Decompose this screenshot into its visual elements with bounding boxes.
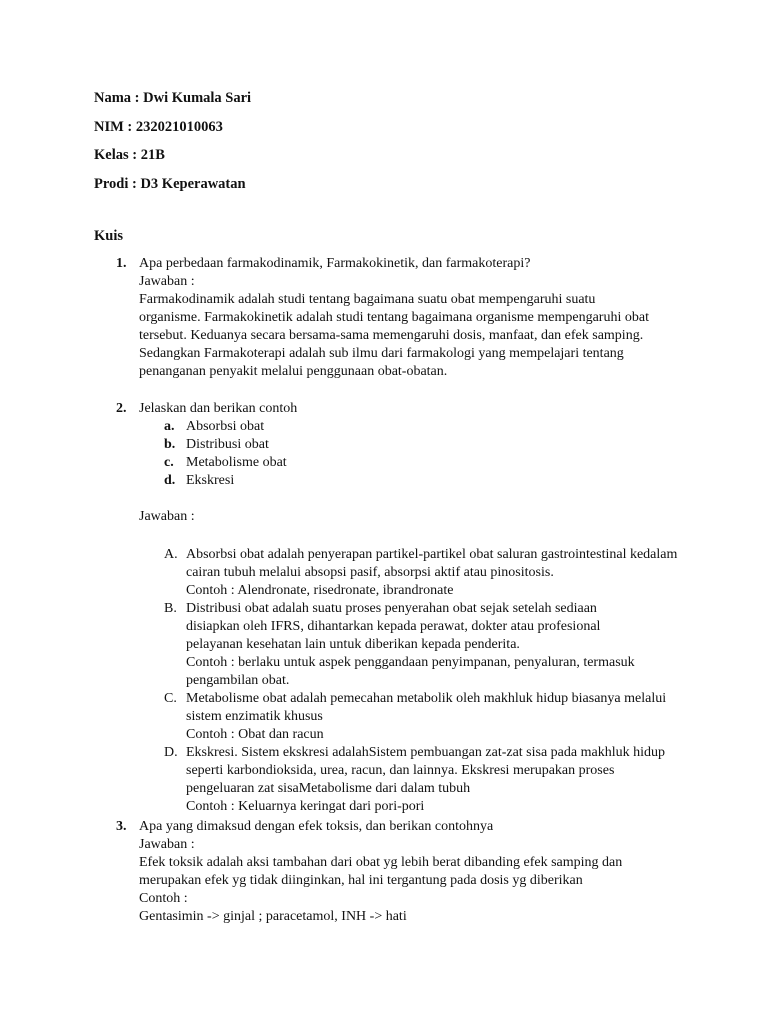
list-item-text: Metabolisme obat (186, 455, 287, 470)
answer-item-c (164, 690, 681, 744)
question-number: 1. (116, 256, 127, 271)
list-item (164, 418, 686, 436)
list-item-text: Ekskresi (186, 473, 235, 488)
answer-paragraph: Efek toksik adalah aksi tambahan dari obat yg lebih berat dibanding efek samping dan merupakan efek yg tidak diinginkan, hal ini tergantung pada dosis yg diberikan (139, 855, 623, 888)
question-2 (116, 400, 686, 816)
answer-item-d (164, 744, 681, 816)
answer-text: Ekskresi. Sistem ekskresi adalahSistem pembuangan zat-zat sisa pada makhluk hidup seperti karbondioksida, urea, racun, dan lainnya. Ekskresi merupakan proses pengeluaran zat sisaMetabolisme dari dalam tubuh (186, 745, 665, 796)
answer-text: Distribusi obat adalah suatu proses penyerahan obat sejak setelah sediaan disiapkan oleh IFRS, dihantarkan kepada perawat, dokter atau profesional pelayanan kesehatan lain untuk diberikan kepada penderita. (186, 601, 601, 652)
list-item-letter: c. (164, 455, 174, 470)
question-1 (116, 255, 686, 381)
list-item-text: Distribusi obat (186, 437, 269, 452)
answer-example: Gentasimin -> ginjal ; paracetamol, INH -> hati (139, 909, 407, 924)
question-text: Apa perbedaan farmakodinamik, Farmakokinetik, dan farmakoterapi? (139, 256, 531, 271)
list-item-letter: a. (164, 419, 175, 434)
student-nim: NIM : 232021010063 (94, 118, 223, 135)
quiz-title: Kuis (94, 228, 124, 244)
list-item-text: Absorbsi obat (186, 419, 265, 434)
answer-item-a (164, 546, 681, 600)
student-name: Nama : Dwi Kumala Sari (94, 90, 252, 106)
question-number: 2. (116, 401, 127, 416)
answer-letter: A. (164, 547, 178, 562)
example-label: Contoh : (139, 891, 188, 906)
answer-letter: C. (164, 691, 177, 706)
list-item-letter: b. (164, 437, 176, 452)
student-class: Kelas : 21B (94, 147, 165, 163)
list-item-letter: d. (164, 473, 176, 488)
answer-label: Jawaban : (139, 837, 195, 852)
question-number: 3. (116, 819, 127, 834)
list-item (164, 472, 686, 490)
answer-text: Absorbsi obat adalah penyerapan partikel-partikel obat saluran gastrointestinal kedalam cairan tubuh melalui absopsi pasif, absorpsi aktif atau pinositosis. (186, 547, 678, 580)
sub-question-list (164, 418, 686, 490)
answer-label: Jawaban : (139, 274, 195, 289)
answer-example: Contoh : Alendronate, risedronate, ibrandronate (186, 583, 454, 598)
list-item (164, 436, 686, 454)
answer-list (164, 546, 686, 816)
list-item (164, 454, 686, 472)
answer-letter: B. (164, 601, 177, 616)
answer-example: Contoh : Obat dan racun (186, 727, 324, 742)
student-program: Prodi : D3 Keperawatan (94, 175, 246, 192)
answer-text: Metabolisme obat adalah pemecahan metabolik oleh makhluk hidup biasanya melalui sistem enzimatik khusus (186, 691, 667, 724)
answer-paragraph: Farmakodinamik adalah studi tentang bagaimana suatu obat mempengaruhi suatu organisme. Farmakokinetik adalah studi tentang bagaimana organisme mempengaruhi obat tersebut. Keduanya secara bersama-sama memengaruhi dosis, manfaat, dan efek samping. (139, 292, 649, 343)
answer-label: Jawaban : (139, 509, 195, 524)
student-identity (94, 88, 251, 202)
question-text: Jelaskan dan berikan contoh (139, 401, 298, 416)
answer-example: Contoh : berlaku untuk aspek penggandaan penyimpanan, penyaluran, termasuk pengambilan obat. (186, 655, 635, 688)
answer-paragraph: Sedangkan Farmakoterapi adalah sub ilmu dari farmakologi yang mempelajari tentang penanganan penyakit melalui penggunaan obat-obatan. (139, 346, 624, 379)
answer-item-b (164, 600, 651, 690)
question-3 (116, 818, 686, 926)
answer-letter: D. (164, 745, 178, 760)
question-text: Apa yang dimaksud dengan efek toksis, dan berikan contohnya (139, 819, 494, 834)
answer-example: Contoh : Keluarnya keringat dari pori-pori (186, 799, 425, 814)
